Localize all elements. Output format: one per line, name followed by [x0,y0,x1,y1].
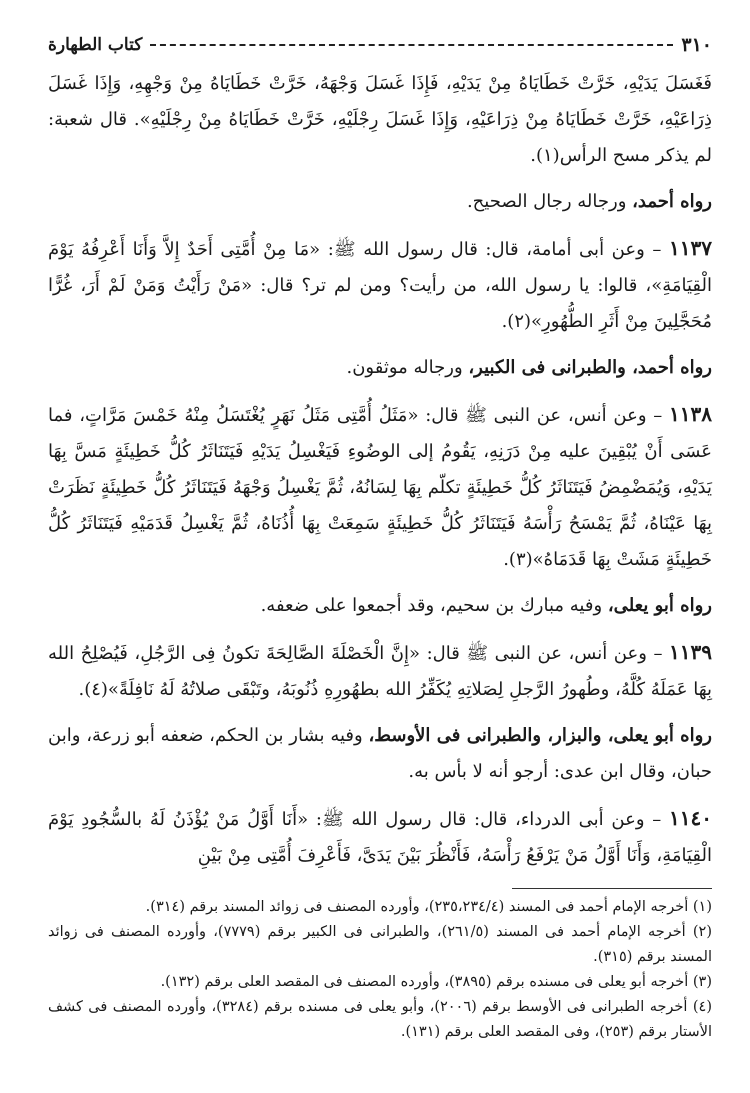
text-line: صلاتُهُ لَهُ نَافِلَةً»(٤). [78,679,221,700]
text-line: قال شعبة: لم يذكر مسح الرأس(١). [48,109,712,166]
text-line: فَغَسَلَ يَدَيْهِ، خَرَّتْ خَطَايَاهُ مِنْ يَدَيْهِ، فَإِذَا غَسَلَ وَجْهَهُ، خَرَّتْ خَطَايَاهُ مِنْ وَجْهِهِ، وَإِذَا [94,73,712,94]
text-line: خَطِيئَةٍ مَسَّ بِهَا يَدَيْهِ، وَيُمَضْمِضُ فَيَتَنَاثَرُ كُلُّ خَطِيئَةٍ تكلّم بِهَا لِسَانُهُ، ثُمَّ يَغْسِلُ وَجْهَهُ [48,441,712,498]
hadith-paragraph [48,634,712,708]
text-line: غَسَلَ ذِرَاعَيْهِ، خَرَّتْ خَطَايَاهُ مِنْ ذِرَاعَيْهِ، وَإِذَا غَسَلَ رِجْلَيْهِ، خَرَّتْ خَطَايَاهُ مِنْ رِجْلَيْهِ». [48,73,712,130]
text-line: – وعن أبى أمامة، قال: قال رسول الله ﷺ: «مَا مِنْ أُمَّتِى أَحَدٌ إِلاَّ وَأَنَا [132,239,662,260]
source-note [48,588,712,624]
footnotes-divider [512,888,712,889]
footnote: (٢) أخرجه الإمام أحمد فى المسند (٢٦١/٥)، والطبرانى فى الكبير برقم (٧٧٧٩)، وأورده المصنف فى زوائد المسند برقم (٣١٥). [48,924,712,965]
footnote: (٤) أخرجه الطبرانى فى الأوسط برقم (٢٠٠٦)، وأبو يعلى فى مسنده برقم (٣٢٨٤)، وأورده المصنف فى كشف الأستار برقم (٢٥٣)، وفى المقصد العلى برقم (١٣١). [48,999,712,1040]
hadith-number: ١١٣٩ [669,640,712,664]
source-label: رواه أبو يعلى، والبزار، والطبرانى فى الأوسط، [368,725,712,746]
source-note [48,350,712,386]
text-line: – وعن أنس، عن النبى ﷺ قال: «إِنَّ الْخَصْلَةَ الصَّالِحَةَ تكونُ فِى الرَّجُلِ، [134,643,663,664]
source-remark: ورجاله رجال الصحيح. [466,191,633,212]
text-line: فَيُصْلِحُ الله بِهَا عَمَلَهُ كُلَّهُ، وطُهورُ الرَّجلِ لِصَلاتِهِ يُكَفِّرُ الله بطهُورِهِ ذُنُوبَهُ، وتَبْقَى [48,643,712,700]
header-dashed-rule [150,44,673,46]
text-line: لَمْ أَرَ، غُرًّا مُحَجَّلِينَ مِنْ أَثَرِ الطُّهُورِ»(٢). [48,275,712,332]
source-remark: وفيه مبارك بن سحيم، وقد أجمعوا على ضعفه. [260,595,608,616]
footnote: (١) أخرجه الإمام أحمد فى المسند (٢٣٥،٢٣٤/٤)، وأورده المصنف فى زوائد المسند برقم (٣١٤). [145,899,712,915]
text-line: – وعن أنس، عن النبى ﷺ قال: «مَثَلُ أُمَّتِى مَثَلُ نَهَرٍ يُغْتَسَلُ مِنْهُ خَمْسَ [133,405,663,426]
text-line: فَيَتَنَاثَرُ كُلُّ خَطِيئَةٍ نَظَرَتْ بِهَا عَيْنَاهُ، ثُمَّ يَمْسَحُ رَأْسَهُ فَيَتَنَاثَرُ كُلُّ خَطِيئَةٍ سَمِعَتْ بِهَا أُذُنَاهُ، [48,477,712,534]
text-line: مَرَّاتٍ، فما عَسَى أَنْ يُبْقِينَ عليه مِنْ دَرَنِهِ، يَقُومُ إلى الوضُوءِ فَيَغْسِلُ يَدَيْهِ فَيَتَنَاثَرُ كُلُّ [48,405,712,462]
text-line: ثُمَّ يَغْسِلُ قَدَمَيْهِ فَيَتَنَاثَرُ كُلُّ خَطِيئَةٍ مَشَتْ بِهَا قَدَمَاهُ»(٣). [48,513,712,570]
footnotes [48,895,712,1045]
source-note [48,184,712,220]
hadith-number: ١١٣٨ [669,402,712,426]
hadith-number: ١١٤٠ [669,806,712,830]
source-remark: ورجاله موثقون. [346,357,469,378]
footnote: (٣) أخرجه أبو يعلى فى مسنده برقم (٣٨٩٥)، وأورده المصنف فى المقصد العلى برقم (١٣٢). [160,974,712,990]
book-page [48,30,712,1045]
hadith-number: ١١٣٧ [669,236,712,260]
text-line: أَعْرِفُهُ يَوْمَ الْقِيَامَةِ»، قالوا: يا رسول الله، من رأيت؟ ومن لم تر؟ قال: «مَنْ رَأَيْتُ وَمَنْ [48,239,712,296]
source-label: رواه أبو يعلى، [607,595,712,616]
page-number: ٣١٠ [681,34,712,56]
text-paragraph [48,66,712,174]
source-label: رواه أحمد، والطبرانى فى الكبير، [468,357,712,378]
text-line: بالسُّجُودِ يَوْمَ الْقِيَامَةِ، وَأَنَا أَوَّلُ مَنْ يَرْفَعُ رَأْسَهُ، فَأَنْظُرَ بَيْنَ يَدَىَّ، فَأَعْرِفَ أُمَّتِى مِنْ بَيْنِ [48,809,712,866]
source-label: رواه أحمد، [632,191,712,212]
text-line: – وعن أبى الدرداء، قال: قال رسول الله ﷺ: «أَنَا أَوَّلُ مَنْ يُؤْذَنُ لَهُ [149,809,662,830]
source-note [48,718,712,790]
source-remark: وفيه بشار بن الحكم، ضعفه أبو زرعة، وابن حبان، وقال ابن عدى: أرجو أنه لا بأس به. [48,725,712,782]
hadith-paragraph [48,230,712,340]
book-title: كتاب الطهارة [48,35,143,55]
hadith-paragraph [48,396,712,578]
main-text [48,66,712,874]
hadith-paragraph [48,800,712,874]
running-header [48,30,712,60]
